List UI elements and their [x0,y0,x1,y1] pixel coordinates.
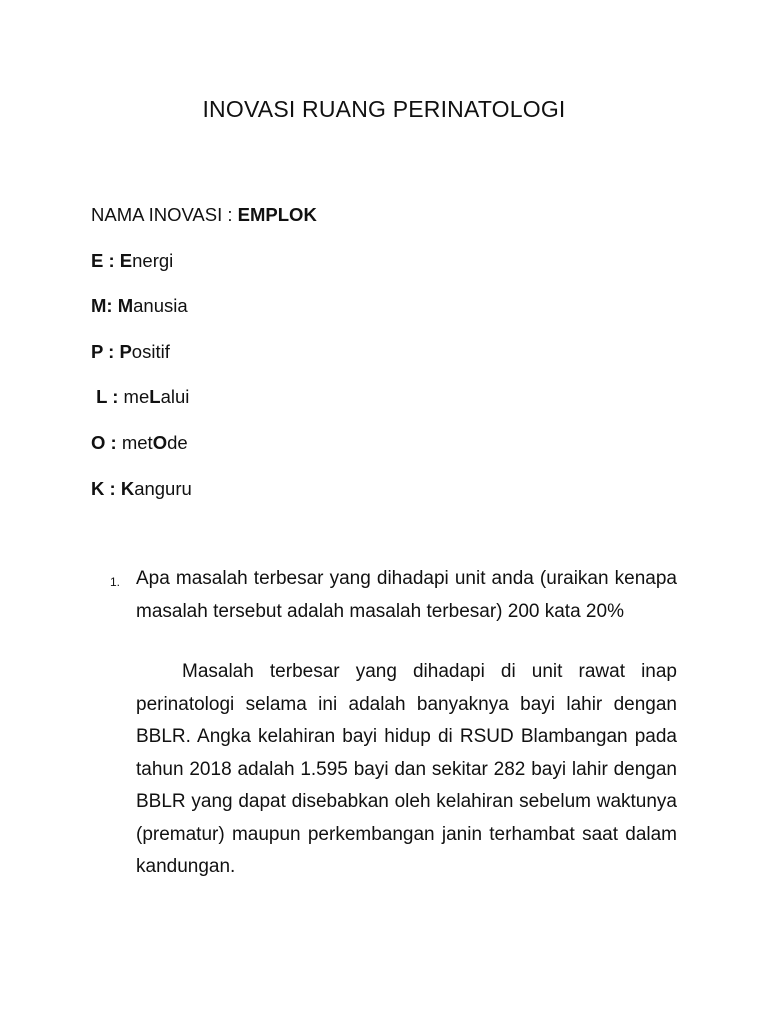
acronym-letter: E [119,250,133,271]
acronym-line-o [91,432,188,454]
answer-paragraph [136,656,677,884]
acronym-word-prefix: me [123,386,150,407]
acronym-letter: L [149,386,161,407]
acronym-key: E : [91,250,120,271]
acronym-key: K : [91,478,121,499]
acronym-word-prefix: met [121,432,153,453]
acronym-key: P : [91,341,120,362]
acronym-word-rest: alui [160,386,190,407]
acronym-word-rest: de [167,432,188,453]
acronym-line-e [91,250,173,272]
question-text: Apa masalah terbesar yang dihadapi unit anda (uraikan kenapa masalah tersebut adalah masalah terbesar) 200 kata 20% [136,568,677,622]
acronym-letter: K [120,478,135,499]
document-title: INOVASI RUANG PERINATOLOGI [202,96,566,122]
acronym-line-l [91,386,189,408]
innovation-name-value: EMPLOK [237,204,317,225]
acronym-letter: O [152,432,168,453]
acronym-word-rest: anusia [133,295,188,316]
acronym-word-rest: nergi [132,250,174,271]
answer-text: Masalah terbesar yang dihadapi di unit rawat inap perinatologi selama ini adalah banyaknya bayi lahir dengan BBLR. Angka kelahiran bayi hidup di RSUD Blambangan pada tahun 2018 adalah 1.595 bayi dan sekitar 282 bayi lahir dengan BBLR yang dapat disebabkan oleh kelahiran sebelum waktunya (prematur) maupun perkembangan janin terhambat saat dalam kandungan. [136,661,677,877]
acronym-key: M: [91,295,118,316]
acronym-line-p [91,341,170,363]
innovation-name-line [91,204,317,226]
innovation-name-label: NAMA INOVASI : [91,204,238,225]
acronym-word-rest: ositif [131,341,170,362]
acronym-word-rest: anguru [134,478,192,499]
question-number: 1. [110,575,121,589]
acronym-key: O : [91,432,122,453]
acronym-letter: P [119,341,132,362]
acronym-line-m [91,295,188,317]
acronym-key: L : [91,386,124,407]
acronym-letter: M [117,295,134,316]
acronym-line-k [91,478,192,500]
